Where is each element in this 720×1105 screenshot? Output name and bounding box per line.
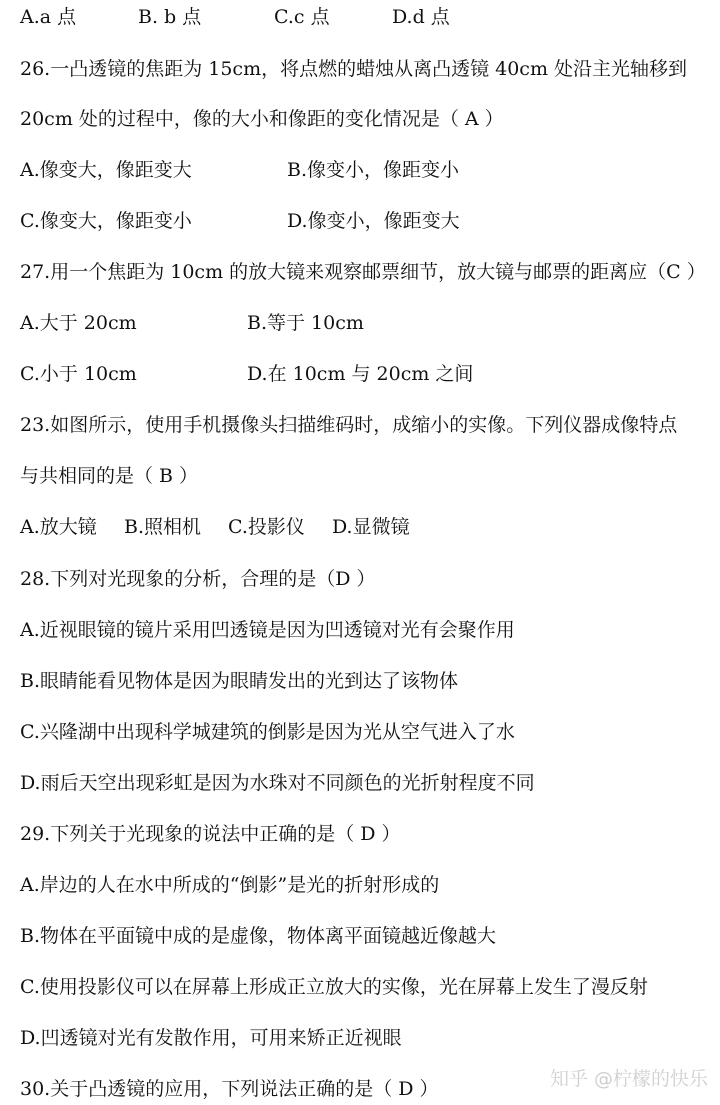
q26-option-b: B.像变小，像距变小 (287, 159, 460, 181)
q23-option-d: D.显微镜 (332, 516, 410, 538)
option-d: D.d 点 (392, 6, 450, 28)
q28-text: 28.下列对光现象的分析，合理的是（D ） (20, 568, 376, 590)
q23-option-b: B.照相机 (124, 516, 202, 538)
q27-option-a: A.大于 20cm (20, 312, 137, 334)
q23-options (20, 514, 712, 540)
q23-text-line1: 23.如图所示，使用手机摄像头扫描维码时，成缩小的实像。下列仪器成像特点 (20, 414, 678, 436)
q29-option-c: C.使用投影仪可以在屏幕上形成正立放大的实像，光在屏幕上发生了漫反射 (20, 976, 648, 998)
zhihu-watermark: 知乎 @柠檬的快乐 (549, 1068, 708, 1090)
q28-option-c: C.兴隆湖中出现科学城建筑的倒影是因为光从空气进入了水 (20, 721, 515, 743)
q27-options-row1 (20, 310, 712, 336)
q26-options-row1 (20, 157, 712, 183)
q25-options (20, 4, 712, 30)
q28-option-d: D.雨后天空出现彩虹是因为水珠对不同颜色的光折射程度不同 (20, 772, 535, 794)
q27-option-d: D.在 10cm 与 20cm 之间 (247, 363, 474, 385)
q26-text-line2: 20cm 处的过程中，像的大小和像距的变化情况是（ A ） (20, 108, 504, 130)
q30-text: 30.关于凸透镜的应用，下列说法正确的是（ D ） (20, 1078, 439, 1100)
q26-option-c: C.像变大，像距变小 (20, 210, 192, 232)
q28-option-a: A.近视眼镜的镜片采用凹透镜是因为凹透镜对光有会聚作用 (20, 619, 515, 641)
q23-text-line2: 与共相同的是（ B ） (20, 465, 199, 487)
q29-option-b: B.物体在平面镜中成的是虚像，物体离平面镜越近像越大 (20, 925, 497, 947)
q29-text: 29.下列关于光现象的说法中正确的是（ D ） (20, 823, 401, 845)
q27-options-row2 (20, 361, 712, 387)
q26-option-a: A.像变大，像距变大 (20, 159, 192, 181)
q29-option-d: D.凹透镜对光有发散作用，可用来矫正近视眼 (20, 1027, 402, 1049)
q23-option-a: A.放大镜 (20, 516, 97, 538)
option-b: B. b 点 (138, 6, 202, 28)
q26-options-row2 (20, 208, 712, 234)
option-c: C.c 点 (274, 6, 330, 28)
option-a: A.a 点 (20, 6, 77, 28)
q27-text: 27.用一个焦距为 10cm 的放大镜来观察邮票细节，放大镜与邮票的距离应（C ） (20, 261, 706, 283)
q29-option-a: A.岸边的人在水中所成的“倒影”是光的折射形成的 (20, 874, 440, 896)
q26-text-line1: 26.一凸透镜的焦距为 15cm，将点燃的蜡烛从离凸透镜 40cm 处沿主光轴移到 (20, 58, 688, 80)
q27-option-b: B.等于 10cm (247, 312, 364, 334)
q26-option-d: D.像变小，像距变大 (287, 210, 460, 232)
q28-option-b: B.眼睛能看见物体是因为眼睛发出的光到达了该物体 (20, 670, 459, 692)
q27-option-c: C.小于 10cm (20, 363, 137, 385)
q23-option-c: C.投影仪 (228, 516, 305, 538)
